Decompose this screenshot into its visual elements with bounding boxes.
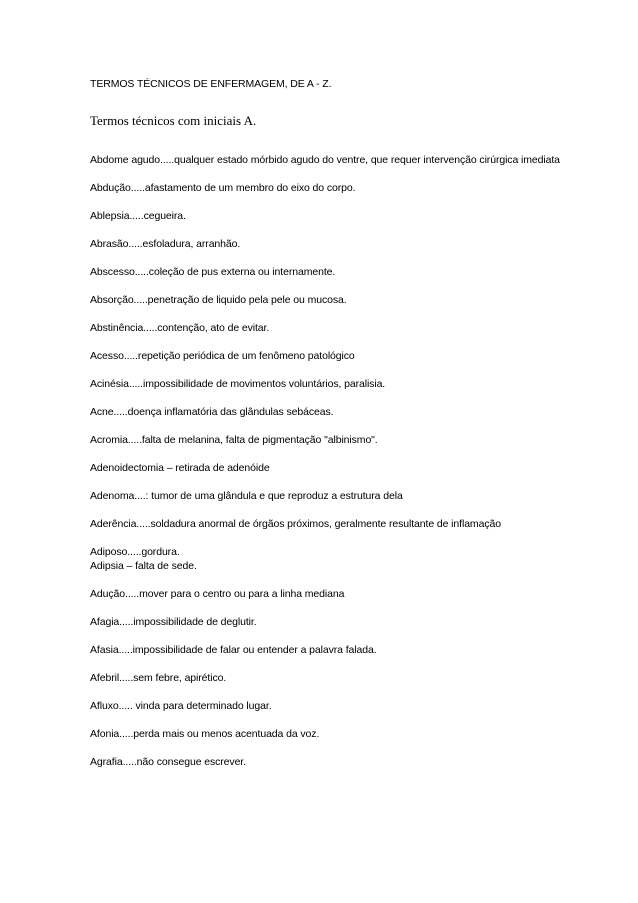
term-entry: Afebril.....sem febre, apirético.	[90, 672, 227, 684]
term-entry: Abdução.....afastamento de um membro do eixo do corpo.	[90, 182, 356, 194]
term-entry: Acinésia.....impossibilidade de movimentos voluntários, paralisia.	[90, 378, 386, 390]
term-entry: Ablepsia.....cegueira.	[90, 210, 186, 222]
term-entry: Adiposo.....gordura.	[90, 546, 180, 558]
term-entry: Abrasão.....esfoladura, arranhão.	[90, 238, 241, 250]
term-entry: Absorção.....penetração de liquido pela pele ou mucosa.	[90, 294, 347, 306]
term-entry: Abstinência.....contenção, ato de evitar.	[90, 322, 270, 334]
term-entry: Abscesso.....coleção de pus externa ou internamente.	[90, 266, 336, 278]
term-entry: Afluxo..... vinda para determinado lugar.	[90, 700, 272, 712]
term-entry: Acesso.....repetição periódica de um fenômeno patológico	[90, 350, 355, 362]
term-entry: Afonia.....perda mais ou menos acentuada da voz.	[90, 728, 320, 740]
term-entry: Adipsia – falta de sede.	[90, 560, 197, 572]
term-entry: Afagia.....impossibilidade de deglutir.	[90, 616, 257, 628]
term-entry: Adenoidectomia – retirada de adenóide	[90, 462, 270, 474]
document-title: TERMOS TÉCNICOS DE ENFERMAGEM, DE A - Z.	[90, 78, 332, 90]
term-entry: Adução.....mover para o centro ou para a linha mediana	[90, 588, 345, 600]
section-title: Termos técnicos com iniciais A.	[90, 113, 257, 128]
term-list	[90, 153, 590, 769]
term-entry: Acromia.....falta de melanina, falta de pigmentação "albinismo".	[90, 434, 378, 446]
term-entry: Afasia.....impossibilidade de falar ou entender a palavra falada.	[90, 644, 377, 656]
term-entry: Adenoma....: tumor de uma glândula e que reproduz a estrutura dela	[90, 490, 403, 502]
term-entry: Acne.....doença inflamatória das glândulas sebáceas.	[90, 406, 334, 418]
document-body	[90, 77, 590, 783]
term-entry: Aderência.....soldadura anormal de órgãos próximos, geralmente resultante de inflamação	[90, 518, 501, 530]
term-entry: Abdome agudo.....qualquer estado mórbido agudo do ventre, que requer intervenção cirúrgica imediata	[90, 154, 560, 166]
term-entry: Agrafia.....não consegue escrever.	[90, 756, 246, 768]
